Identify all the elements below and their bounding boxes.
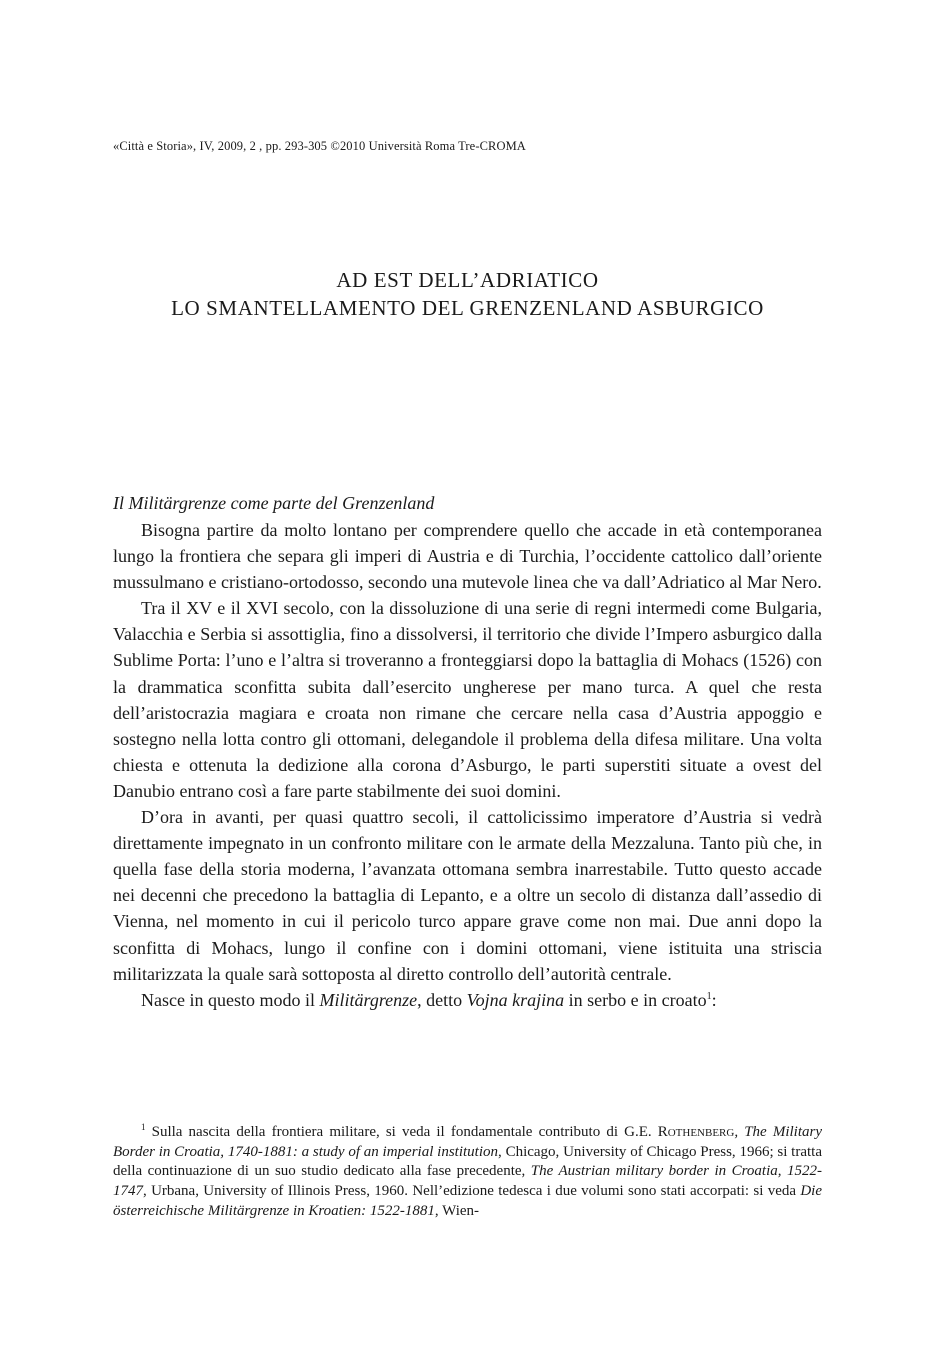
term-vojna-krajina: Vojna krajina <box>466 989 565 1010</box>
footnote-book-2: The Austrian military border in Croatia, 1522-1747 <box>113 1163 822 1200</box>
paragraph-4-text-a: Nasce in questo modo il <box>141 989 320 1010</box>
footnote-1 <box>113 1123 822 1222</box>
term-militargrenze: Militärgrenze <box>319 989 418 1010</box>
section-heading: Il Militärgrenze come parte del Grenzenland <box>113 493 435 513</box>
footnote-text-2: , <box>734 1124 745 1140</box>
footnote-text-4: , Urbana, University of Illinois Press, 1960. Nell’edizione tedesca i due volumi sono stati accorpati: si veda <box>143 1183 801 1200</box>
footnote-author: Rothenberg <box>657 1124 735 1140</box>
footnote-reference[interactable]: 1 <box>706 990 712 1002</box>
running-head: «Città e Storia», IV, 2009, 2 , pp. 293-305 ©2010 Università Roma Tre-CROMA <box>113 139 526 153</box>
paragraph-4 <box>113 987 822 1013</box>
article-title-line-1: AD EST DELL’ADRIATICO <box>336 268 599 292</box>
paragraph-2: Tra il XV e il XVI secolo, con la dissoluzione di una serie di regni intermedi come Bulgaria, Valacchia e Serbia si assottiglia, fino a dissolversi, il territorio che divide l’Impero asburgico dalla Sublime Porta: l’uno e l’altra si troveranno a fronteggiarsi dopo la battaglia di Mohacs (1526) con la drammatica sconfitta subita dall’esercito ungherese per mano turca. A quel che resta dell’aristocrazia magiara e croata non rimane che cercare nella casa d’Austria appoggio e sostegno nella lotta contro gli ottomani, delegandole il problema della difesa militare. Una volta chiesta e ottenuta la dedizione alla corona d’Asburgo, le parti superstiti situate a ovest del Danubio entrano così a fare parte stabilmente dei suoi domini. <box>113 598 822 801</box>
article-title-line-2: LO SMANTELLAMENTO DEL GRENZENLAND ASBURGICO <box>171 296 764 320</box>
paragraph-3: D’ora in avanti, per quasi quattro secoli, il cattolicissimo imperatore d’Austria si vedrà direttamente impegnato in un confronto militare con le armate della Mezzaluna. Tanto più che, in quella fase della storia moderna, l’avanzata ottomana sembra inarrestabile. Tutto questo accade nei decenni che precedono la battaglia di Lepanto, e a oltre un secolo di distanza dall’assedio di Vienna, nel momento in cui il pericolo turco appare grave come non mai. Due anni dopo la sconfitta di Mohacs, lungo il confine con i domini ottomani, viene istituita una striscia militarizzata la quale sarà sottoposta al diretto controllo dell’autorità centrale. <box>113 807 822 984</box>
footnote-text-3: , Chicago, University of Chicago Press, 1966; si tratta della continuazione di un suo studio dedicato alla fase precedente, <box>113 1143 822 1180</box>
paragraph-4-text-c: , detto <box>417 989 467 1010</box>
body-text <box>113 517 822 1013</box>
paragraph-4-text-f: : <box>711 989 717 1010</box>
footnote-text-1: Sulla nascita della frontiera militare, si veda il fondamentale contributo di G.E. <box>145 1124 658 1140</box>
footnote-mark: 1 <box>141 1122 146 1132</box>
footnote-text-5: , Wien- <box>434 1202 480 1219</box>
footnote-book-1: The Military Border in Croatia, 1740-1881: a study of an imperial institution <box>113 1124 822 1160</box>
paragraph-4-text-e: in serbo e in croato <box>564 989 707 1010</box>
paragraph-1: Bisogna partire da molto lontano per comprendere quello che accade in età contemporanea lungo la frontiera che separa gli imperi di Austria e di Turchia, l’occidente cattolico dall’oriente mussulmano e cristiano-ortodosso, secondo una mutevole linea che va dall’Adriatico al Mar Nero. <box>113 520 822 593</box>
footnote-book-3: Die österreichische Militärgrenze in Kroatien: 1522-1881 <box>113 1183 822 1219</box>
